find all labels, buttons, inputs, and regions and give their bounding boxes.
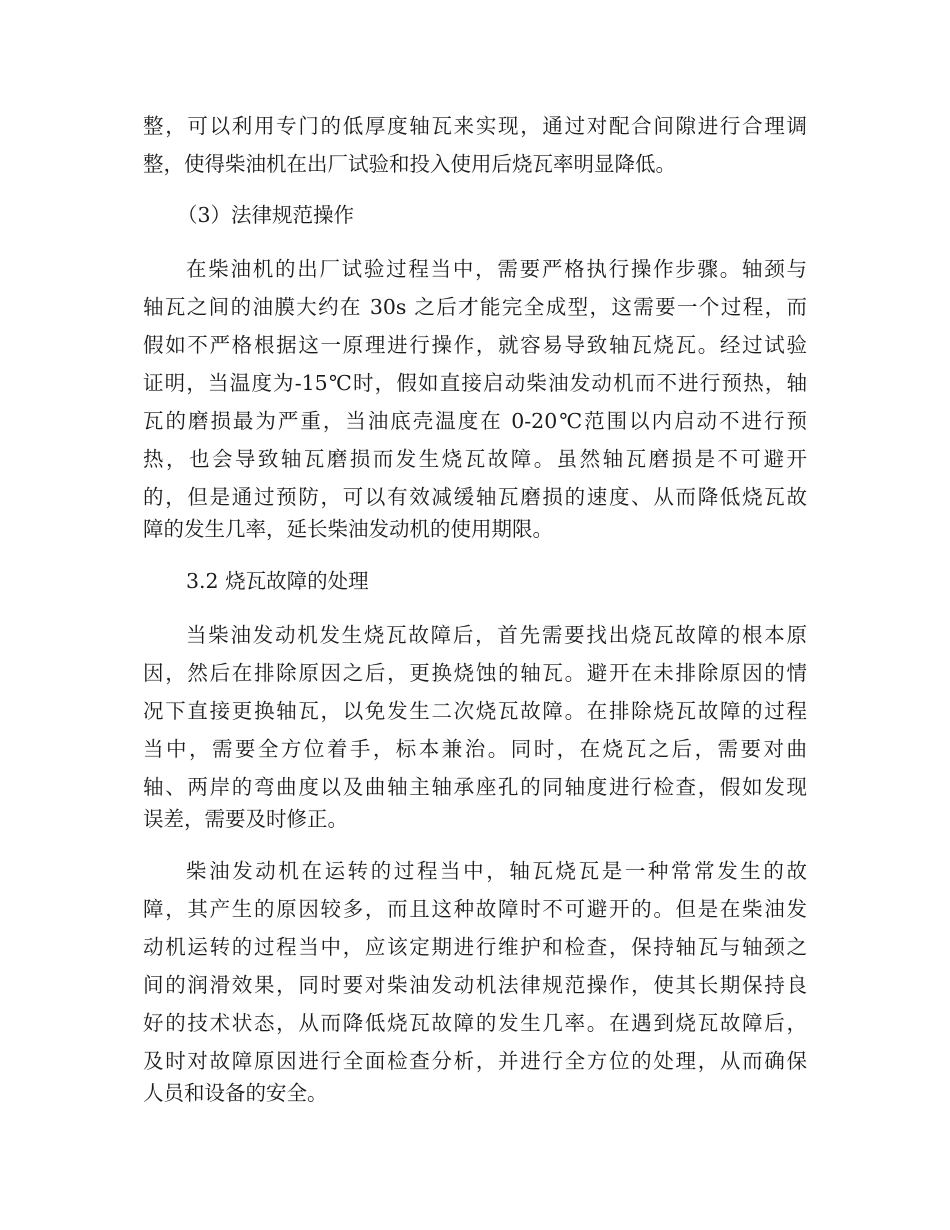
section-heading-3: （3）法律规范操作 <box>177 203 355 227</box>
paragraph-2-line-5: 瓦的磨损最为严重，当油底壳温度在 0-20℃范围以内启动不进行预 <box>143 409 807 433</box>
paragraph-2-line-7: 的，但是通过预防，可以有效减缓轴瓦磨损的速度、从而降低烧瓦故 <box>143 485 807 509</box>
paragraph-4-line-1: 柴油发动机在运转的过程当中，轴瓦烧瓦是一种常常发生的故 <box>186 859 807 883</box>
paragraph-2-line-1: 在柴油机的出厂试验过程当中，需要严格执行操作步骤。轴颈与 <box>186 257 807 281</box>
paragraph-3-line-4: 当中，需要全方位着手，标本兼治。同时，在烧瓦之后，需要对曲 <box>143 737 807 761</box>
paragraph-4-line-6: 及时对故障原因进行全面检查分析，并进行全方位的处理，从而确保 <box>143 1049 807 1073</box>
paragraph-3-line-5: 轴、两岸的弯曲度以及曲轴主轴承座孔的同轴度进行检查，假如发现 <box>143 775 807 799</box>
paragraph-2-line-8: 障的发生几率，延长柴油发动机的使用期限。 <box>143 517 553 541</box>
paragraph-3-line-6: 误差，需要及时修正。 <box>143 807 348 831</box>
paragraph-4-line-3: 动机运转的过程当中，应该定期进行维护和检查，保持轴瓦与轴颈之 <box>143 935 807 959</box>
paragraph-3-line-1: 当柴油发动机发生烧瓦故障后，首先需要找出烧瓦故障的根本原 <box>186 623 807 647</box>
paragraph-2-line-4: 证明，当温度为-15℃时，假如直接启动柴油发动机而不进行预热，轴 <box>143 371 807 395</box>
paragraph-4-line-5: 好的技术状态，从而降低烧瓦故障的发生几率。在遇到烧瓦故障后， <box>143 1011 807 1035</box>
paragraph-4-line-7: 人员和设备的安全。 <box>143 1081 328 1105</box>
paragraph-2-line-6: 热，也会导致轴瓦磨损而发生烧瓦故障。虽然轴瓦磨损是不可避开 <box>143 447 807 471</box>
section-heading-3-2: 3.2 烧瓦故障的处理 <box>186 569 369 593</box>
paragraph-3-line-3: 况下直接更换轴瓦，以免发生二次烧瓦故障。在排除烧瓦故障的过程 <box>143 699 807 723</box>
paragraph-3-line-2: 因，然后在排除原因之后，更换烧蚀的轴瓦。避开在未排除原因的情 <box>143 661 807 685</box>
paragraph-1-line-1: 整，可以利用专门的低厚度轴瓦来实现，通过对配合间隙进行合理调 <box>143 114 807 138</box>
paragraph-2-line-3: 假如不严格根据这一原理进行操作，就容易导致轴瓦烧瓦。经过试验 <box>143 333 807 357</box>
paragraph-1-line-2: 整，使得柴油机在出厂试验和投入使用后烧瓦率明显降低。 <box>143 152 676 176</box>
paragraph-2-line-2: 轴瓦之间的油膜大约在 30s 之后才能完全成型，这需要一个过程，而 <box>143 295 807 319</box>
paragraph-4-line-4: 间的润滑效果，同时要对柴油发动机法律规范操作，使其长期保持良 <box>143 973 807 997</box>
paragraph-4-line-2: 障，其产生的原因较多，而且这种故障时不可避开的。但是在柴油发 <box>143 897 807 921</box>
